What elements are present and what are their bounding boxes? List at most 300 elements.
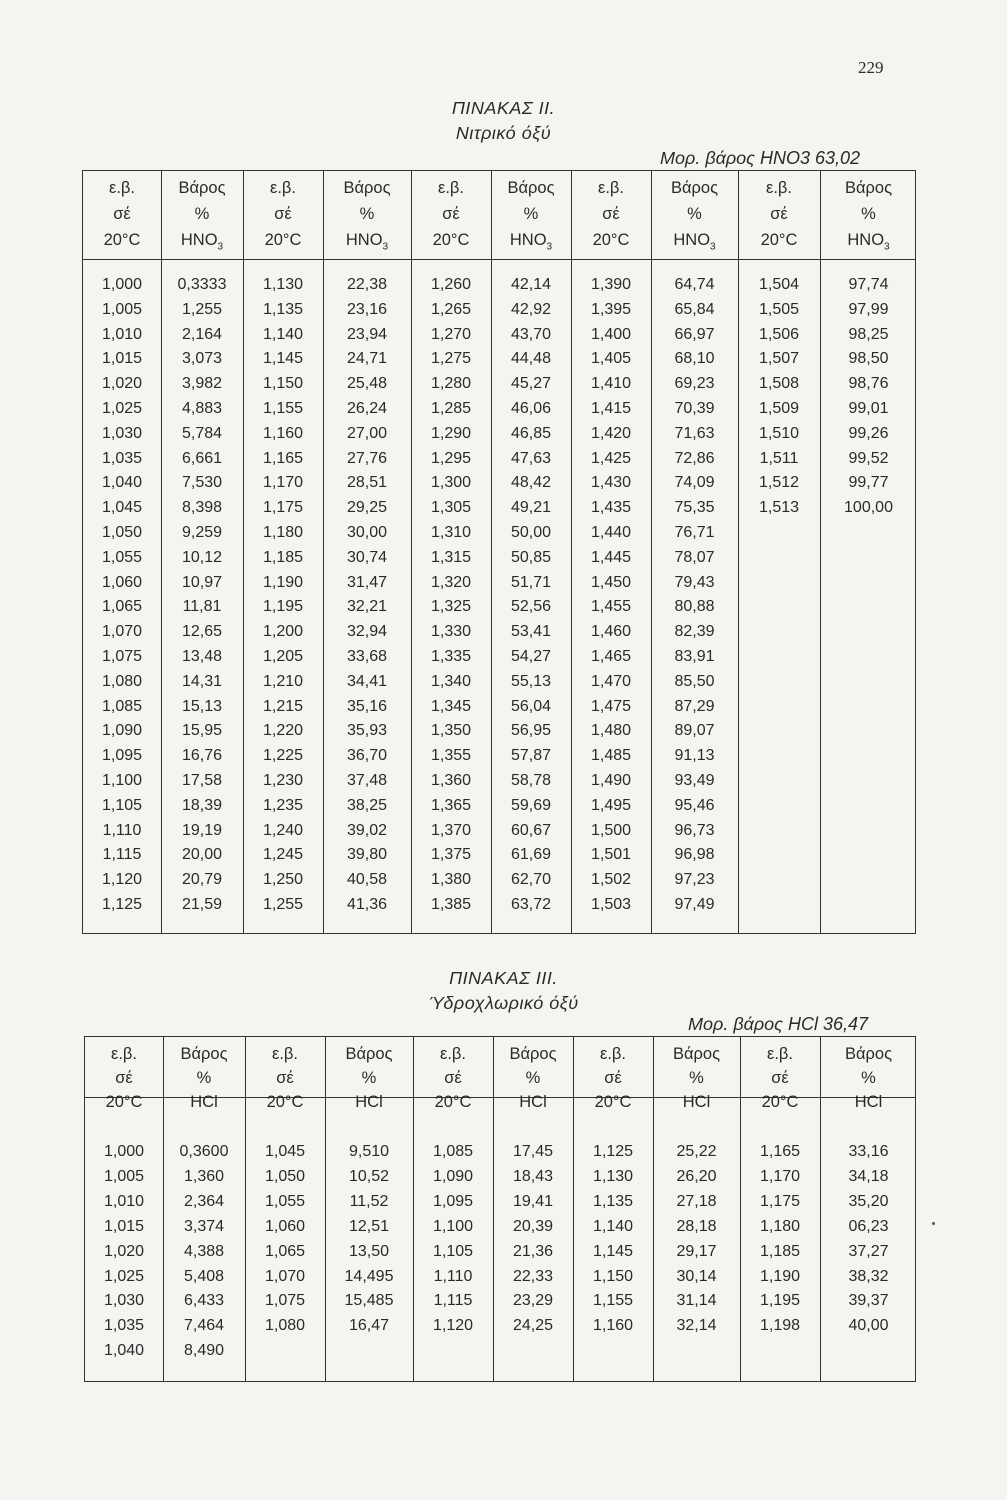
table-cell: 1,030 [103,1292,145,1310]
table-cell: 12,65 [181,623,223,641]
table-cell: 1,215 [262,697,304,715]
table-cell: 89,07 [674,722,715,740]
table-cell: 68,10 [674,350,715,368]
table-cell: 1,450 [590,573,632,591]
table-cell: 1,135 [262,300,304,318]
table-cell: 1,220 [262,722,304,740]
table-cell: 99,26 [848,424,889,442]
table-cell: 20,79 [181,871,223,889]
column-header-line: ε.β. [439,1045,466,1063]
table-cell: 1,005 [101,300,143,318]
table-cell: 12,51 [348,1217,390,1235]
table-cell: 35,16 [346,697,388,715]
table-cell: 1,145 [262,350,304,368]
table-cell: 1,120 [101,871,143,889]
table-cell: 10,52 [348,1167,390,1185]
table-cell: 9,259 [181,524,223,541]
table-cell: 1,015 [103,1217,145,1235]
table-cell: 1,170 [262,474,304,492]
table-cell: 1,290 [430,424,472,442]
column-header-line: Βάρος [844,179,893,197]
table-cell: 1,506 [758,325,800,343]
table-cell: 31,47 [346,573,388,591]
column-header-line: $HNO_3$ [673,231,716,253]
table-cell: 1,195 [759,1292,801,1310]
table-cell: 1,510 [758,424,800,442]
table-cell: 1,295 [430,449,472,467]
column-header-line: ε.β. [766,1045,793,1063]
column-header-line: HCl [682,1093,711,1111]
column-header-line: % [525,1069,541,1087]
table-cell: 1,050 [101,524,143,541]
table-cell: 74,09 [674,474,715,492]
table-cell: 1,360 [430,772,472,789]
table-cell: 1,513 [758,499,800,517]
table-cell: 1,135 [592,1192,634,1210]
table-cell: 1,000 [101,276,143,293]
column-header-line: ε.β. [437,179,464,197]
table-cell: 1,310 [430,524,472,541]
table-cell: 29,25 [346,499,388,517]
table-cell: 1,075 [101,648,143,665]
table-cell: 37,27 [848,1242,889,1260]
table-cell: 1,100 [101,772,143,789]
table-cell: 13,50 [348,1242,390,1260]
table-cell: 1,120 [432,1317,474,1335]
table3-subtitle: Ύδροχλωρικό όξύ [428,993,579,1013]
table-cell: 1,225 [262,747,304,765]
table-cell: 97,74 [848,276,889,293]
table-cell: 1,503 [590,896,632,913]
table-cell: 33,16 [848,1143,889,1160]
table-cell: 8,490 [183,1342,225,1360]
table-cell: 34,41 [346,672,388,690]
table3-hydrochloric-acid [84,1036,916,1382]
table-cell: 46,85 [510,424,552,442]
column-header-line: Βάρος [507,179,555,197]
column-header-line: 20°C [760,231,798,249]
column-header-line: % [861,1069,876,1087]
table-cell: 1,080 [264,1317,306,1335]
table-cell: 1,455 [590,598,632,616]
page-number: 229 [858,58,884,77]
table-cell: 1,020 [103,1242,145,1260]
table-cell: 2,364 [183,1192,225,1210]
table-cell: 11,52 [349,1192,389,1210]
column-header-line: σέ [274,205,292,223]
table-cell: 1,145 [592,1242,634,1260]
table-cell: 30,14 [676,1267,717,1285]
table-cell: 1,070 [101,623,143,641]
column-header-line: σέ [602,205,620,223]
table-cell: 32,94 [346,623,388,641]
table-cell: 57,87 [510,747,552,765]
table-cell: 27,18 [676,1192,717,1210]
table2-title: ΠΙΝΑΚΑΣ ΙΙ. [451,98,556,118]
table-cell: 5,784 [181,424,223,442]
table-cell: 1,020 [101,375,143,393]
table-cell: 1,504 [758,276,800,293]
table-cell: 43,70 [510,325,552,343]
table-cell: 41,36 [346,896,388,913]
table-cell: 1,175 [759,1192,801,1210]
column-header-line: % [359,205,375,223]
table-cell: 4,883 [181,400,223,417]
table-cell: 1,445 [590,548,632,566]
table-cell: 1,070 [264,1267,306,1285]
table-cell: 1,075 [264,1292,306,1310]
table-cell: 51,71 [510,573,552,591]
table-cell: 39,80 [346,846,388,864]
table-cell: 1,155 [262,400,304,417]
table-cell: 95,46 [674,796,715,814]
table-cell: 4,388 [183,1242,225,1260]
table-cell: 15,485 [344,1292,394,1310]
table-cell: 1,509 [758,400,800,417]
table-cell: 1,025 [103,1267,145,1285]
column-header-line: ε.β. [269,179,296,197]
table-cell: 1,390 [590,276,632,293]
table-cell: 1,110 [102,821,142,839]
table-cell: 1,511 [759,449,799,467]
table-cell: 97,49 [674,896,715,913]
table-cell: 46,06 [510,400,552,417]
table-cell: 1,205 [262,648,304,665]
table-cell: 1,090 [101,722,143,740]
table2-subtitle: Νιτρικό όξύ [455,123,552,143]
table-cell: 16,47 [348,1317,390,1335]
table-cell: 8,398 [181,499,223,517]
table-cell: 1,255 [262,896,304,913]
table-cell: 42,14 [510,276,552,293]
column-header-line: σέ [276,1069,294,1087]
column-header-line: σέ [113,205,131,223]
table-cell: 1,085 [432,1143,474,1160]
table-cell: 6,433 [183,1292,225,1310]
column-header-line: σέ [444,1069,462,1087]
table-cell: 18,43 [512,1167,554,1185]
table-cell: 39,37 [848,1292,889,1310]
column-header-line: ε.β. [110,1045,137,1063]
table-cell: 1,105 [101,796,143,814]
table-cell: 1,240 [262,821,304,839]
table2-nitric-acid [82,170,916,934]
table-cell: 1,502 [590,871,632,889]
table-cell: 98,50 [848,350,889,368]
table-cell: 1,340 [430,672,472,690]
table-cell: 1,375 [430,846,472,864]
table-cell: 1,495 [590,796,632,814]
column-header-line: ε.β. [765,179,792,197]
table-cell: 96,98 [674,846,715,864]
table-cell: 76,71 [674,524,715,541]
table-cell: 5,408 [183,1267,225,1285]
table-cell: 1,500 [590,821,632,839]
column-header-line: 20°C [264,231,302,249]
table-cell: 1,065 [264,1242,306,1260]
table-cell: 26,20 [676,1167,717,1185]
table-cell: 18,39 [181,796,223,814]
table-cell: 49,21 [510,499,552,517]
table-cell: 1,465 [590,648,632,665]
table-cell: 32,14 [676,1317,717,1335]
table-cell: 31,14 [676,1292,717,1310]
table-cell: 38,25 [346,796,388,814]
column-header-line: HCl [854,1093,883,1111]
table-cell: 23,16 [346,300,388,318]
table-cell: 98,76 [848,375,889,393]
table-cell: 26,24 [346,400,388,417]
table-cell: 1,198 [759,1317,801,1335]
table-cell: 23,29 [512,1292,554,1310]
table-cell: 14,31 [181,672,223,690]
table-cell: 1,280 [430,375,472,393]
table-cell: 1,490 [590,772,632,789]
table-cell: 22,38 [346,276,388,293]
table-cell: 1,380 [430,871,472,889]
table-cell: 66,97 [674,325,715,343]
table-cell: 97,23 [674,871,715,889]
column-header-line: % [194,205,210,223]
table-cell: 1,460 [590,623,632,641]
column-header-line: ε.β. [271,1045,298,1063]
table-cell: 1,050 [264,1167,306,1185]
table-cell: 44,48 [510,350,552,368]
table-cell: 87,29 [674,697,715,715]
table-cell: 11,81 [182,598,222,616]
table-cell: 1,335 [430,648,472,665]
table-cell: 1,100 [432,1217,474,1235]
table-cell: 21,36 [512,1242,554,1260]
table-cell: 1,480 [590,722,632,740]
column-header-line: 20°C [434,1093,472,1111]
column-header-line: Βάρος [343,179,391,197]
table-cell: 71,63 [674,424,715,442]
table-cell: 27,76 [346,449,388,467]
column-header-line: 20°C [105,1093,143,1111]
table-cell: 98,25 [848,325,889,343]
table-cell: 1,285 [430,400,472,417]
table-cell: 1,325 [430,598,472,616]
table-cell: 1,125 [101,896,143,913]
table-cell: 83,91 [674,648,715,665]
table-cell: 1,130 [262,276,304,293]
table-cell: 20,39 [512,1217,554,1235]
column-header-line: Βάρος [178,179,226,197]
table-cell: 1,395 [590,300,632,318]
table-cell: 37,48 [346,772,388,789]
table-cell: 52,56 [510,598,552,616]
column-header-line: $HNO_3$ [180,231,224,253]
table-cell: 1,260 [430,276,472,293]
table-cell: 1,400 [590,325,632,343]
table-cell: 85,50 [674,672,715,690]
table-cell: 100,00 [844,499,893,517]
table-cell: 1,130 [592,1167,634,1185]
table-cell: 1,320 [430,573,472,591]
table-cell: 1,030 [101,424,143,442]
table-cell: 19,41 [512,1192,554,1210]
table-cell: 61,69 [510,846,552,864]
table-cell: 78,07 [674,548,715,566]
column-header-line: HCl [355,1093,383,1111]
table-cell: 20,00 [181,846,223,864]
table-cell: 0,3600 [179,1143,229,1160]
table-cell: 3,982 [181,375,223,393]
table-cell: 75,35 [674,499,715,517]
column-header-line: $HNO_3$ [847,231,890,253]
table-cell: 35,20 [848,1192,889,1210]
table-cell: 1,255 [181,300,223,318]
table-cell: 1,180 [759,1217,801,1235]
table-cell: 1,190 [262,573,304,591]
table-cell: 72,86 [674,449,715,467]
print-speck [932,1222,935,1225]
column-header-line: Βάρος [670,179,719,197]
table-cell: 1,275 [430,350,472,368]
table-cell: 1,440 [590,524,632,541]
table-cell: 1,195 [262,598,304,616]
table2-mol-weight: Μορ. βάρος HNO3 63,02 [660,148,860,171]
table-cell: 1,345 [430,697,472,715]
table-cell: 1,385 [430,896,472,913]
table-cell: 1,415 [590,400,632,417]
table-cell: 1,165 [759,1143,801,1160]
table-cell: 56,95 [510,722,552,740]
table-cell: 17,45 [512,1143,554,1160]
table-cell: 1,165 [262,449,304,467]
table-cell: 1,210 [262,672,304,690]
table-cell: 45,27 [510,375,552,393]
table-cell: 10,12 [181,548,223,566]
column-header-line: σέ [604,1069,622,1087]
table-cell: 32,21 [346,598,388,616]
table-cell: 30,00 [346,524,388,541]
table-cell: 1,150 [262,375,304,393]
table-cell: 24,71 [346,350,388,368]
column-header-line: Βάρος [844,1045,893,1063]
table-cell: 22,33 [512,1267,554,1285]
table-cell: 1,010 [101,325,143,343]
column-header-line: Βάρος [345,1045,393,1063]
table-cell: 1,507 [758,350,800,368]
table-cell: 93,49 [674,772,715,789]
table-cell: 1,425 [590,449,632,467]
table-cell: 1,140 [262,325,304,343]
table-cell: 1,370 [430,821,472,839]
table-cell: 34,18 [848,1167,889,1185]
table-cell: 23,94 [346,325,388,343]
table-cell: 06,23 [848,1217,889,1235]
table-cell: 25,48 [346,375,388,393]
table-cell: 30,74 [346,548,388,566]
table-cell: 1,245 [262,846,304,864]
column-header-line: % [861,205,876,223]
column-header-line: Βάρος [672,1045,721,1063]
table-cell: 80,88 [674,598,715,616]
table-cell: 1,160 [262,424,304,442]
table-cell: 1,505 [758,300,800,318]
table-cell: 82,39 [674,623,715,641]
table-cell: 1,115 [102,846,142,864]
table-cell: 79,43 [674,573,715,591]
column-header-line: % [689,1069,704,1087]
table-cell: 56,04 [510,697,552,715]
table-cell: 99,77 [848,474,889,492]
table-cell: 99,52 [848,449,889,467]
table-cell: 1,040 [101,474,143,492]
table-cell: 1,185 [262,548,304,566]
table-cell: 1,360 [183,1167,225,1185]
table-cell: 69,23 [674,375,715,393]
column-header-line: % [361,1069,377,1087]
table-cell: 1,055 [101,548,143,566]
table-cell: 91,13 [674,747,715,765]
table-cell: 48,42 [510,474,552,492]
table-cell: 40,58 [346,871,388,889]
table-cell: 21,59 [181,896,223,913]
table-cell: 99,01 [848,400,889,417]
column-header-line: % [687,205,702,223]
table-cell: 1,190 [759,1267,801,1285]
table-cell: 16,76 [181,747,223,765]
table-cell: 53,41 [510,623,552,641]
column-header-line: HCl [519,1093,547,1111]
table-cell: 1,365 [430,796,472,814]
table-cell: 36,70 [346,747,388,765]
table-cell: 29,17 [676,1242,717,1260]
column-header-line: $HNO_3$ [509,231,553,253]
table-cell: 1,095 [432,1192,474,1210]
table-cell: 1,300 [430,474,472,492]
table-cell: 2,164 [181,325,223,343]
column-header-line: σέ [770,205,788,223]
column-header-line: Βάρος [509,1045,557,1063]
table-cell: 27,00 [346,424,388,442]
table-cell: 47,63 [510,449,552,467]
table-cell: 1,185 [759,1242,801,1260]
table-cell: 1,060 [264,1217,306,1235]
table-cell: 1,501 [590,846,632,864]
table-cell: 1,125 [592,1143,634,1160]
table-cell: 64,74 [674,276,715,293]
table-cell: 3,073 [181,350,223,368]
table-cell: 13,48 [181,648,223,665]
table-cell: 1,270 [430,325,472,343]
table-cell: 1,105 [432,1242,474,1260]
table-cell: 28,18 [676,1217,717,1235]
table-cell: 1,005 [103,1167,145,1185]
table-cell: 50,00 [510,524,552,541]
table-cell: 70,39 [674,400,715,417]
table-cell: 1,200 [262,623,304,641]
table-cell: 97,99 [848,300,889,318]
table-cell: 14,495 [344,1267,394,1285]
table-cell: 40,00 [848,1317,889,1335]
column-header-line: σέ [771,1069,789,1087]
table-cell: 1,230 [262,772,304,789]
table-cell: 7,464 [183,1317,225,1335]
table-cell: 1,115 [433,1292,473,1310]
table-cell: 1,025 [101,400,143,417]
table-cell: 1,330 [430,623,472,641]
table-cell: 65,84 [674,300,715,318]
table-cell: 25,22 [676,1143,717,1160]
table-cell: 1,180 [262,524,304,541]
table-cell: 35,93 [346,722,388,740]
table-cell: 1,475 [590,697,632,715]
column-header-line: 20°C [761,1093,799,1111]
